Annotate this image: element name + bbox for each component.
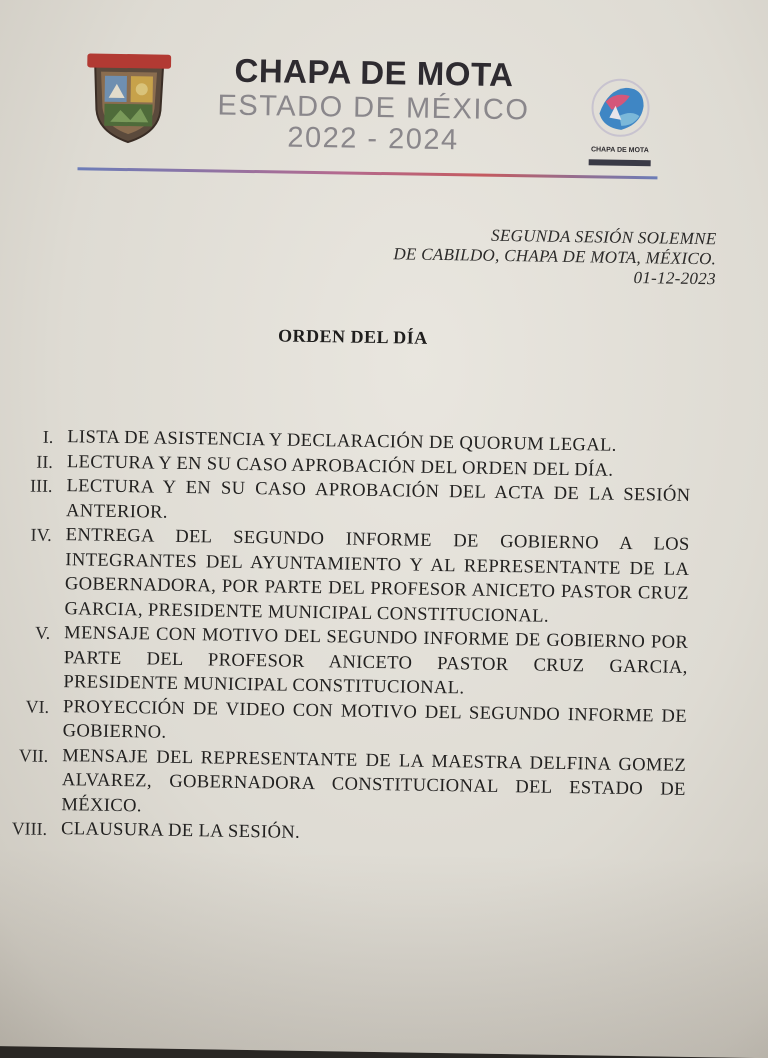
municipality-title: CHAPA DE MOTA (234, 51, 514, 94)
agenda-item-text: PROYECCIÓN DE VIDEO CON MOTIVO DEL SEGUNDO INFORME DE GOBIERNO. (62, 696, 688, 743)
agenda-item-number: VI. (25, 696, 50, 717)
agenda-item-number: III. (29, 475, 53, 496)
agenda-item-text: CLAUSURA DE LA SESIÓN. (60, 819, 301, 843)
administration-period: 2022 - 2024 (287, 121, 459, 157)
agenda-heading: ORDEN DEL DÍA (277, 325, 428, 348)
paper-shadow (0, 845, 768, 1058)
agenda-item-number: II. (36, 451, 54, 472)
agenda-item-number: IV. (30, 524, 52, 545)
agenda-item-number: V. (34, 622, 51, 643)
session-date: 01-12-2023 (633, 268, 717, 289)
agenda-item (0, 620, 728, 705)
municipal-coat-of-arms-icon (86, 49, 171, 146)
letterhead-title-block (198, 51, 550, 156)
letterhead (77, 49, 689, 189)
agenda-item-text: LECTURA Y EN SU CASO APROBACIÓN DEL ORDEN DEL DÍA. (66, 451, 614, 481)
agenda-item-text: LISTA DE ASISTENCIA Y DECLARACIÓN DE QUORUM LEGAL. (67, 427, 617, 456)
header-divider-rule (77, 167, 657, 179)
session-title-line1: SEGUNDA SESIÓN SOLEMNE (490, 225, 717, 249)
agenda-item-text: ENTREGA DEL SEGUNDO INFORME DE GOBIERNO A LOS INTEGRANTES DEL AYUNTAMIENTO Y AL REPRESENTANTE DE LA GOBERNADORA, POR PARTE DEL PROFESOR ANICETO PASTOR CRUZ GARCIA, PRESIDENTE MUNICIPAL CONSTITUCIONAL. (64, 525, 690, 627)
agenda-list (0, 424, 731, 852)
agenda-item-text: MENSAJE CON MOTIVO DEL SEGUNDO INFORME DE GOBIERNO POR PARTE DEL PROFESOR ANICETO PASTOR CRUZ GARCIA, PRESIDENTE MUNICIPAL CONSTITUCIONAL. (63, 623, 689, 699)
agenda-item-number: VII. (18, 744, 49, 766)
session-details (216, 221, 717, 289)
agenda-item-text: MENSAJE DEL REPRESENTANTE DE LA MAESTRA DELFINA GOMEZ ALVAREZ, GOBERNADORA CONSTITUCIONAL DEL ESTADO DE MÉXICO. (61, 745, 687, 816)
agenda-item-number: I. (42, 426, 54, 447)
agenda-item-number: VIII. (11, 818, 48, 839)
agenda-item-text: LECTURA Y EN SU CASO APROBACIÓN DEL ACTA DE LA SESIÓN ANTERIOR. (65, 476, 691, 523)
agenda-item (0, 522, 730, 631)
administration-logo-label: CHAPA DE MOTA (590, 146, 649, 155)
session-title-line2: DE CABILDO, CHAPA DE MOTA, MÉXICO. (393, 244, 717, 269)
agenda-item (0, 743, 726, 828)
administration-logo-icon (578, 75, 663, 170)
state-subtitle: ESTADO DE MÉXICO (217, 89, 530, 127)
